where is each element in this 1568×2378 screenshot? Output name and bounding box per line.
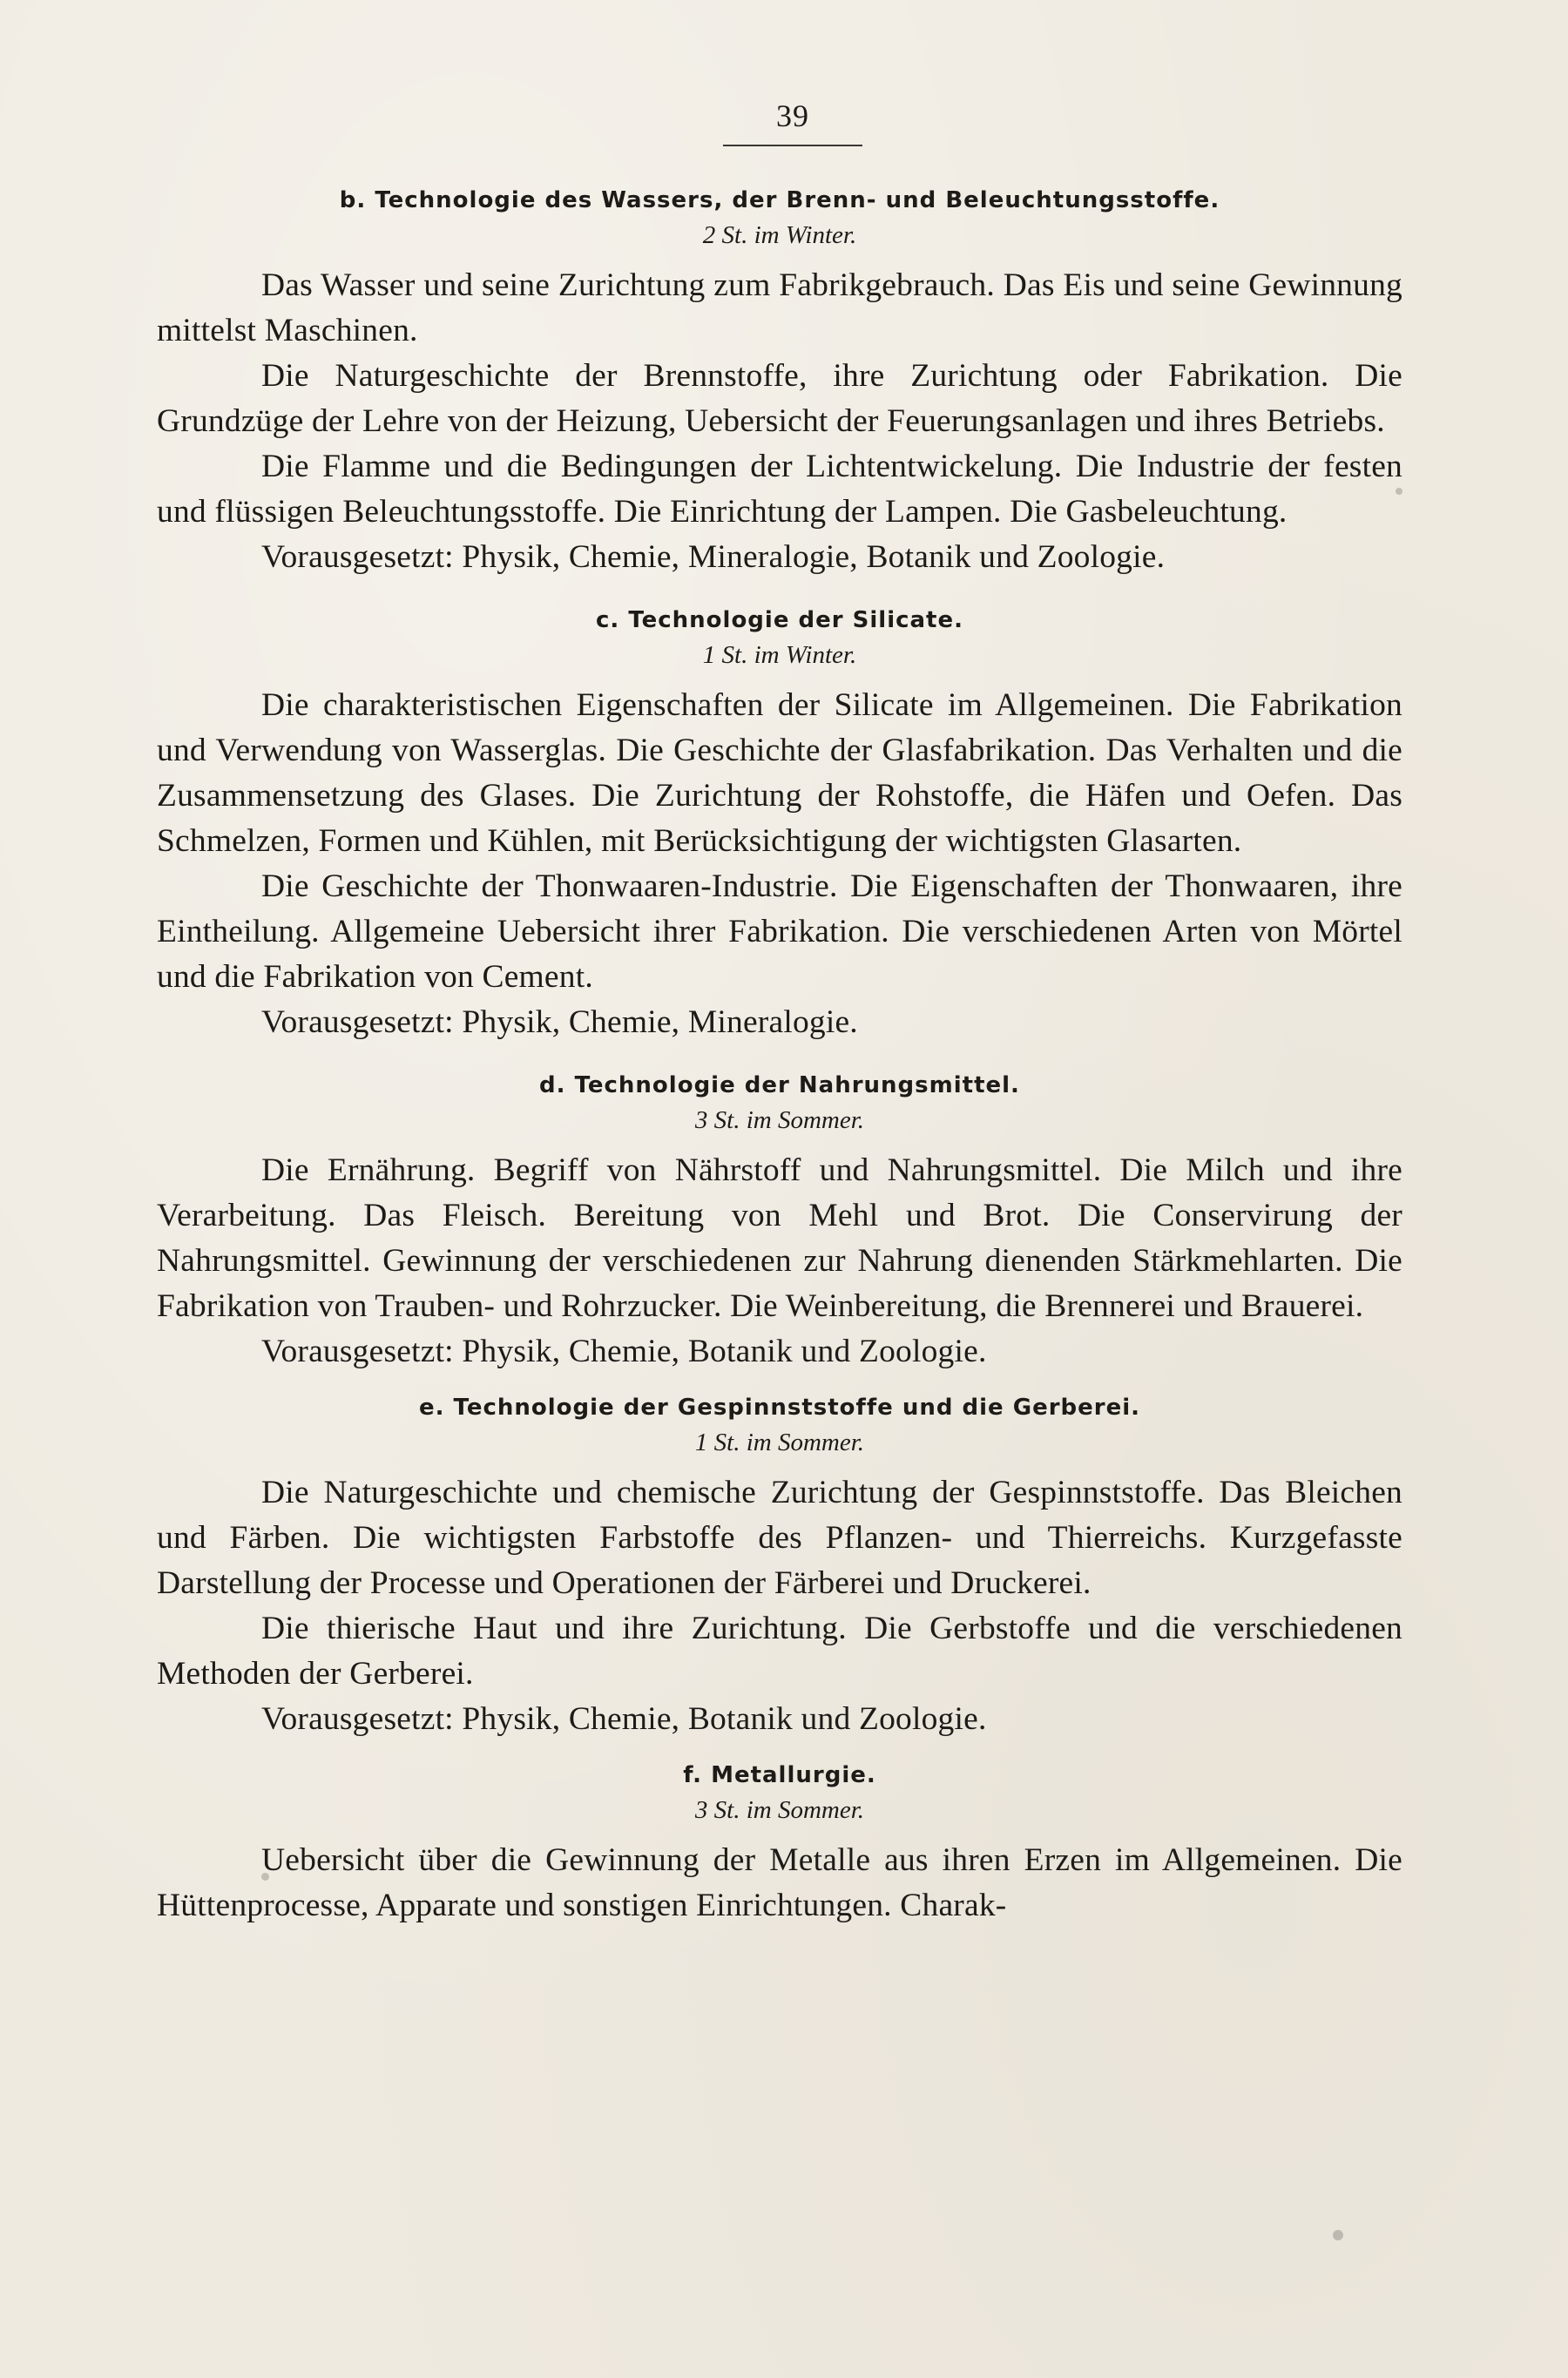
- paragraph: Die Flamme und die Bedingungen der Lichtentwickelung. Die Industrie der festen und flüssigen Beleuchtungsstoffe. Die Einrichtung der Lampen. Die Gasbeleuchtung.: [157, 449, 1402, 530]
- paragraph: Die thierische Haut und ihre Zurichtung. Die Gerbstoffe und die verschiedenen Methoden der Gerberei.: [157, 1611, 1402, 1692]
- section-schedule: 3 St. im Sommer.: [694, 1106, 865, 1134]
- page-number-rule: [723, 145, 862, 146]
- section-f: [157, 1758, 1402, 1929]
- section-schedule: 2 St. im Winter.: [702, 221, 857, 249]
- section-b: [157, 183, 1402, 580]
- paragraph: Die Geschichte der Thonwaaren-Industrie. Die Eigenschaften der Thonwaaren, ihre Eintheilung. Allgemeine Uebersicht ihrer Fabrikation. Die verschiedenen Arten von Mörtel und die Fabrikation von Cement.: [157, 868, 1402, 995]
- prerequisites: Vorausgesetzt: Physik, Chemie, Mineralogie.: [261, 1004, 858, 1040]
- page-number: 39: [776, 98, 809, 133]
- prerequisites: Vorausgesetzt: Physik, Chemie, Mineralogie, Botanik und Zoologie.: [261, 539, 1166, 575]
- paragraph: Die charakteristischen Eigenschaften der Silicate im Allgemeinen. Die Fabrikation und Verwendung von Wasserglas. Die Geschichte der Glasfabrikation. Das Verhalten und die Zusammensetzung des Glases. Die Zurichtung der Rohstoffe, die Häfen und Oefen. Das Schmelzen, Formen und Kühlen, mit Berücksichtigung der wichtigsten Glasarten.: [157, 687, 1402, 859]
- ink-speck: [261, 1873, 269, 1881]
- section-schedule: 1 St. im Winter.: [702, 641, 857, 669]
- prerequisites: Vorausgesetzt: Physik, Chemie, Botanik und Zoologie.: [261, 1701, 987, 1737]
- section-d: [157, 1068, 1402, 1375]
- page-content: [157, 183, 1402, 1929]
- section-heading: b. Technologie des Wassers, der Brenn- und Beleuchtungsstoffe.: [339, 187, 1220, 213]
- ink-speck: [1396, 488, 1402, 495]
- section-heading: e. Technologie der Gespinnststoffe und die Gerberei.: [418, 1395, 1141, 1421]
- paragraph: Die Ernährung. Begriff von Nährstoff und Nahrungsmittel. Die Milch und ihre Verarbeitung. Das Fleisch. Bereitung von Mehl und Brot. Die Conservirung der Nahrungsmittel. Gewinnung der verschiedenen zur Nahrung dienenden Stärkmehlarten. Die Fabrikation von Trauben- und Rohrzucker. Die Weinbereitung, die Brennerei und Brauerei.: [157, 1152, 1402, 1324]
- paragraph: Die Naturgeschichte und chemische Zurichtung der Gespinnststoffe. Das Bleichen und Färben. Die wichtigsten Farbstoffe des Pflanzen- und Thierreichs. Kurzgefasste Darstellung der Processe und Operationen der Färberei und Druckerei.: [157, 1475, 1402, 1601]
- section-heading: f. Metallurgie.: [683, 1762, 876, 1788]
- ink-speck: [1333, 2230, 1343, 2240]
- paragraph: Das Wasser und seine Zurichtung zum Fabrikgebrauch. Das Eis und seine Gewinnung mittelst Maschinen.: [157, 267, 1402, 348]
- section-e: [157, 1390, 1402, 1742]
- section-schedule: 1 St. im Sommer.: [694, 1429, 865, 1456]
- section-schedule: 3 St. im Sommer.: [694, 1796, 865, 1824]
- section-heading: d. Technologie der Nahrungsmittel.: [539, 1072, 1020, 1098]
- section-heading: c. Technologie der Silicate.: [595, 607, 963, 633]
- paragraph: Die Naturgeschichte der Brennstoffe, ihre Zurichtung oder Fabrikation. Die Grundzüge der Lehre von der Heizung, Uebersicht der Feuerungsanlagen und ihres Betriebs.: [157, 358, 1402, 439]
- prerequisites: Vorausgesetzt: Physik, Chemie, Botanik und Zoologie.: [261, 1334, 987, 1369]
- section-c: [157, 603, 1402, 1045]
- paragraph: Uebersicht über die Gewinnung der Metalle aus ihren Erzen im Allgemeinen. Die Hüttenprocesse, Apparate und sonstigen Einrichtungen. Charak-: [157, 1842, 1402, 1923]
